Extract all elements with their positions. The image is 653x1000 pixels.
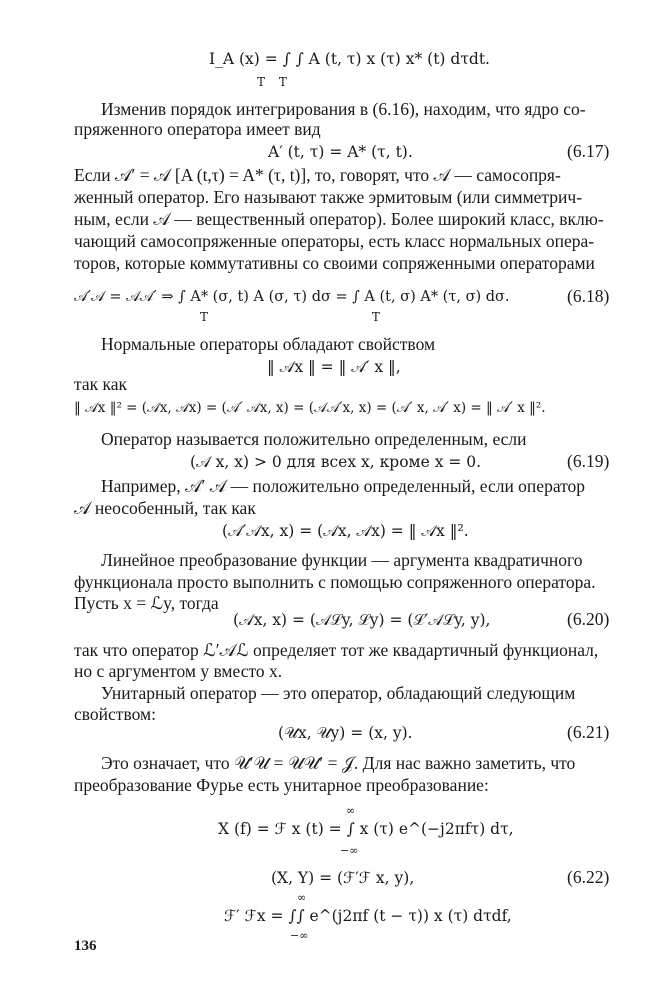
- text-line: пряженного оператора имеет вид: [74, 119, 321, 139]
- integral-lower-limit: −∞: [290, 929, 309, 942]
- formula-adjoint-kernel: A′ (t, τ) = A* (τ, t).: [268, 143, 413, 161]
- integral-limits: T T: [200, 310, 380, 324]
- text-line: Оператор называется положительно определенным, если: [101, 429, 527, 449]
- formula-quadratic-functional: I_A (x) = ∫ ∫ A (t, τ) x (τ) x* (t) dτdt.: [209, 50, 490, 68]
- integral-lower-limit: −∞: [340, 844, 359, 857]
- text-line: чающий самосопряженные операторы, есть класс нормальных опера-: [74, 231, 595, 251]
- formula-fourier-inner-product: (X, Y) = (ℱ′ℱ x, y),: [271, 869, 415, 887]
- text-line: преобразование Фурье есть унитарное преобразование:: [74, 775, 489, 795]
- text-line: Это означает, что 𝒰′𝒰 = 𝒰𝒰′ = 𝒥. Для нас важно заметить, что: [101, 753, 576, 773]
- formula-norm-equality: ‖ 𝒜x ‖ = ‖ 𝒜′ x ‖,: [267, 358, 401, 376]
- text-line: свойством:: [74, 704, 156, 724]
- text-line: так как: [74, 374, 128, 394]
- equation-number: (6.20): [567, 609, 610, 629]
- text-line: Нормальные операторы обладают свойством: [101, 334, 436, 354]
- integral-limits: T T: [257, 75, 287, 89]
- equation-number: (6.17): [567, 141, 610, 161]
- text-line: 𝒜 неособенный, так как: [74, 498, 256, 518]
- text-line: Линейное преобразование функции — аргумента квадратичного: [101, 550, 583, 570]
- integral-upper-limit: ∞: [297, 891, 307, 904]
- equation-number: (6.22): [567, 867, 610, 887]
- text-line: женный оператор. Его называют также эрмитовым (или симметрич-: [74, 187, 583, 207]
- text-line: ным, если 𝒜 — вещественный оператор). Более широкий класс, вклю-: [74, 209, 604, 229]
- text-line: Пусть x = ℒy, тогда: [74, 593, 219, 613]
- formula-unitary: (𝒰x, 𝒰y) = (x, y).: [278, 724, 413, 742]
- text-line: функционала просто выполнить с помощью сопряженного оператора.: [74, 572, 596, 592]
- equation-number: (6.18): [567, 286, 610, 306]
- formula-norm-proof: ‖ 𝒜x ‖² = (𝒜x, 𝒜x) = (𝒜′ 𝒜x, x) = (𝒜𝒜′x, x) = (𝒜′ x, 𝒜′ x) = ‖ 𝒜′ x ‖².: [74, 400, 546, 416]
- equation-number: (6.19): [567, 451, 610, 471]
- formula-linear-transform: (𝒜x, x) = (𝒜ℒy, ℒy) = (ℒ′𝒜ℒy, y),: [233, 611, 491, 629]
- text-line: торов, которые коммутативны со своими сопряженными операторами: [74, 253, 595, 273]
- equation-number: (6.21): [567, 722, 610, 742]
- formula-positive-definite: (𝒜 x, x) > 0 для всех x, кроме x = 0.: [190, 453, 482, 471]
- text-line: Например, 𝒜′ 𝒜 — положительно определенный, если оператор: [101, 476, 586, 496]
- text-line: Унитарный оператор — это оператор, обладающий следующим: [101, 683, 576, 703]
- formula-positive-example: (𝒜′𝒜x, x) = (𝒜x, 𝒜x) = ‖ 𝒜x ‖².: [222, 522, 469, 540]
- integral-upper-limit: ∞: [346, 804, 356, 817]
- formula-fourier-composition: ℱ′ ℱx = ∫∫ e^(j2πf (t − τ)) x (τ) dτdf,: [224, 907, 512, 925]
- formula-normal-operator: 𝒜′𝒜 = 𝒜𝒜′ ⇒ ∫ A* (σ, t) A (σ, τ) dσ = ∫ A (t, σ) A* (τ, σ) dσ.: [74, 289, 510, 305]
- text-line: Если 𝒜′ = 𝒜 [A (t,τ) = A* (τ, t)], то, говорят, что 𝒜 — самосопря-: [74, 165, 561, 185]
- text-line: но с аргументом y вместо x.: [74, 661, 283, 681]
- text-line: так что оператор ℒ′𝒜ℒ определяет тот же квадартичный функционал,: [74, 640, 599, 660]
- page-number: 136: [74, 938, 97, 954]
- text-line: Изменив порядок интегрирования в (6.16), находим, что ядро со-: [101, 99, 586, 119]
- formula-fourier-transform: X (f) = ℱ x (t) = ∫ x (τ) e^(−j2πfτ) dτ,: [218, 820, 514, 838]
